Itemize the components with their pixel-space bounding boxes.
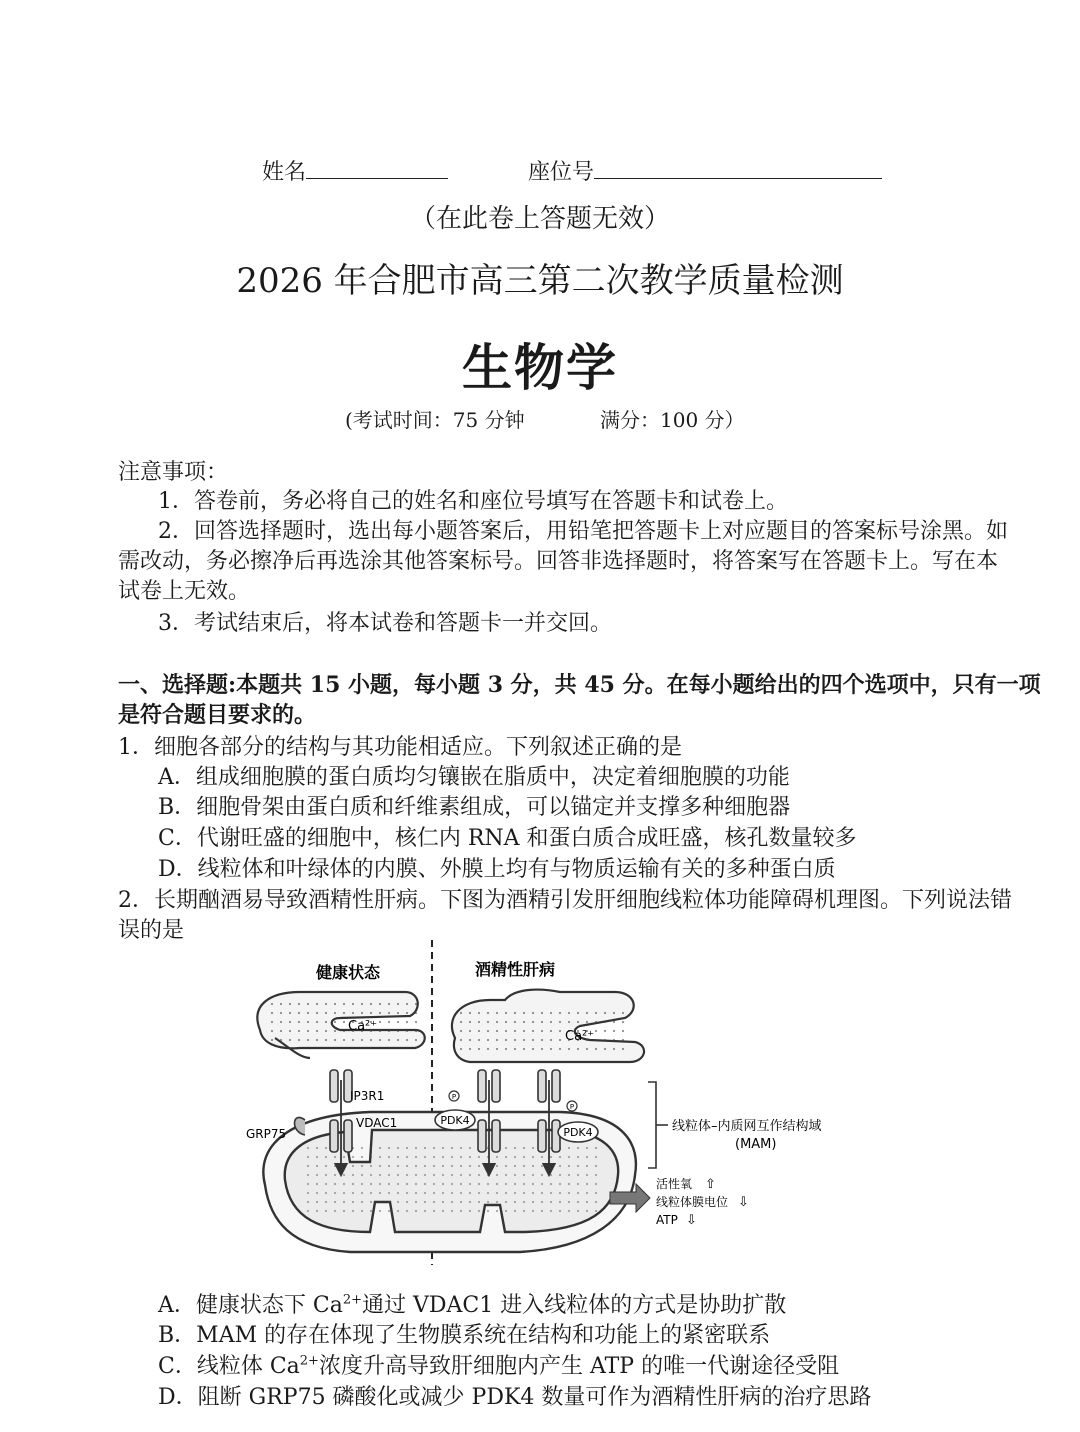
notice-item-2: 2．回答选择题时，选出每小题答案后，用铅笔把答题卡上对应题目的答案标号涂黑。如 bbox=[158, 519, 1008, 544]
mitochondria-figure bbox=[0, 930, 1080, 1270]
q1-option-b[interactable]: B．细胞骨架由蛋白质和纤维素组成，可以锚定并支撑多种细胞器 bbox=[158, 795, 791, 820]
ros-up-icon: ⇧ bbox=[705, 1177, 716, 1192]
potential-label: 线粒体膜电位 bbox=[656, 1195, 729, 1209]
q2-a-text-1: A．健康状态下 Ca bbox=[158, 1293, 343, 1318]
invalid-note: （在此卷上答题无效） bbox=[409, 204, 670, 234]
notice-item-2-cont: 需改动，务必擦净后再选涂其他答案标号。回答非选择题时，将答案写在答题卡上。写在本 bbox=[118, 549, 999, 574]
name-label: 姓名 bbox=[262, 160, 307, 185]
section-heading: 一、选择题:本题共 15 小题，每小题 3 分，共 45 分。在每小题给出的四个选项中，只有一项 bbox=[118, 672, 1041, 698]
q2-c-superscript: 2+ bbox=[299, 1353, 319, 1369]
ca-label-right: Ca²⁺ bbox=[565, 1029, 595, 1044]
notice-heading: 注意事项： bbox=[118, 460, 229, 485]
q2-option-c[interactable] bbox=[158, 1349, 839, 1380]
q2-c-text-1: C．线粒体 Ca bbox=[158, 1354, 300, 1379]
q2-option-b[interactable]: B．MAM 的存在体现了生物膜系统在结构和功能上的紧密联系 bbox=[158, 1323, 771, 1348]
vdac1-label: VDAC1 bbox=[356, 1116, 398, 1130]
pdk4-label-left: PDK4 bbox=[440, 1114, 470, 1127]
phospho-label-right: P bbox=[569, 1103, 575, 1111]
grp75-label: GRP75 bbox=[246, 1127, 287, 1141]
q2-option-d[interactable]: D．阻断 GRP75 磷酸化或减少 PDK4 数量可作为酒精性肝病的治疗思路 bbox=[158, 1385, 872, 1410]
name-field[interactable] bbox=[262, 155, 448, 186]
phospho-label-left: P bbox=[451, 1093, 457, 1101]
q2-option-a[interactable] bbox=[158, 1288, 786, 1319]
q2-c-text-2: 浓度升高导致肝细胞内产生 ATP 的唯一代谢途径受阻 bbox=[318, 1354, 840, 1379]
q2-a-superscript: 2+ bbox=[342, 1292, 363, 1308]
seat-blank[interactable] bbox=[594, 156, 882, 179]
notice-item-1: 1．答卷前，务必将自己的姓名和座位号填写在答题卡和试卷上。 bbox=[158, 489, 788, 514]
healthy-label: 健康状态 bbox=[315, 963, 381, 982]
seat-field[interactable] bbox=[528, 155, 882, 186]
exam-title: 2026 年合肥市高三第二次教学质量检测 bbox=[236, 261, 844, 301]
mam-abbr: (MAM) bbox=[735, 1137, 777, 1152]
pdk4-label-right: PDK4 bbox=[563, 1126, 593, 1139]
q1-option-a[interactable]: A．组成细胞膜的蛋白质均匀镶嵌在脂质中，决定着细胞膜的功能 bbox=[158, 765, 790, 790]
q1-option-c[interactable]: C．代谢旺盛的细胞中，核仁内 RNA 和蛋白质合成旺盛，核孔数量较多 bbox=[158, 826, 857, 851]
q2-a-text-2: 通过 VDAC1 进入线粒体的方式是协助扩散 bbox=[362, 1293, 787, 1318]
name-blank[interactable] bbox=[306, 156, 448, 179]
ip3r1-label: IP3R1 bbox=[350, 1089, 385, 1103]
exam-time: (考试时间：75 分钟 bbox=[345, 408, 525, 432]
q1-stem: 1．细胞各部分的结构与其功能相适应。下列叙述正确的是 bbox=[118, 735, 682, 760]
seat-label: 座位号 bbox=[528, 160, 595, 185]
notice-item-3: 3．考试结束后，将本试卷和答题卡一并交回。 bbox=[158, 611, 612, 636]
disease-label: 酒精性肝病 bbox=[474, 960, 556, 979]
section-heading-cont: 是符合题目要求的。 bbox=[118, 702, 317, 728]
q2-stem-cont: 误的是 bbox=[118, 918, 185, 943]
potential-down-icon: ⇩ bbox=[738, 1195, 749, 1210]
q2-stem: 2．长期酗酒易导致酒精性肝病。下图为酒精引发肝细胞线粒体功能障碍机理图。下列说法错 bbox=[118, 888, 1013, 913]
atp-label: ATP bbox=[656, 1213, 678, 1227]
notice-item-2-end: 试卷上无效。 bbox=[118, 579, 251, 604]
q1-option-d[interactable]: D．线粒体和叶绿体的内膜、外膜上均有与物质运输有关的多种蛋白质 bbox=[158, 857, 836, 882]
ros-label: 活性氧 bbox=[656, 1177, 693, 1191]
ca-label-left: Ca²⁺ bbox=[348, 1019, 378, 1034]
subject-title: 生物学 bbox=[462, 338, 618, 397]
mam-label: 线粒体–内质网互作结构域 bbox=[672, 1119, 822, 1134]
mam-bracket bbox=[648, 1082, 656, 1168]
full-score: 满分：100 分） bbox=[600, 408, 745, 432]
atp-down-icon: ⇩ bbox=[686, 1213, 697, 1228]
